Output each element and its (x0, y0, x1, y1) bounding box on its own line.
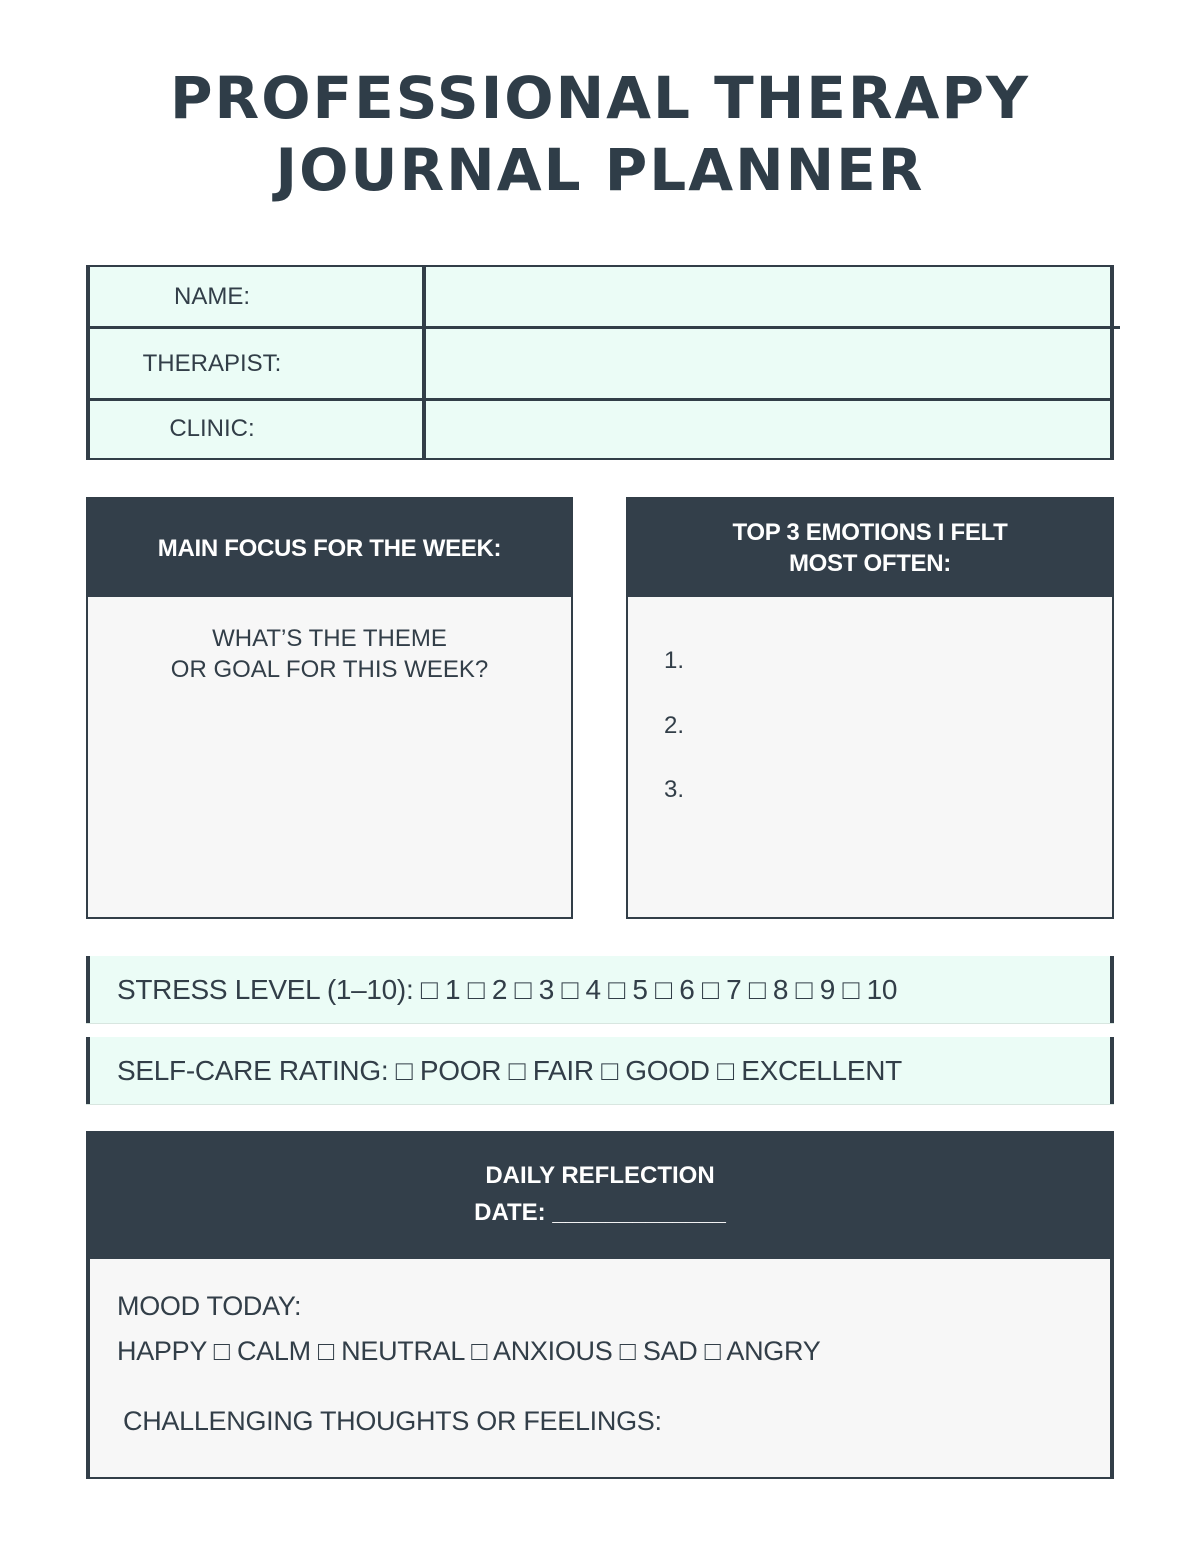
main-focus-panel (86, 497, 573, 919)
focus-prompt-line-2: OR GOAL FOR THIS WEEK? (170, 656, 489, 683)
emotion-item-3[interactable]: 3. (664, 776, 685, 803)
therapist-label: THERAPIST: (142, 350, 282, 377)
main-focus-heading (88, 499, 571, 597)
title-line-1: PROFESSIONAL THERAPY (170, 64, 1030, 132)
info-row-divider (90, 326, 1120, 329)
clinic-label: CLINIC: (169, 415, 255, 442)
main-focus-heading-text: MAIN FOCUS FOR THE WEEK: (157, 534, 502, 562)
info-column-divider (422, 267, 426, 458)
focus-prompt-line-1: WHAT’S THE THEME (212, 625, 447, 652)
info-table (86, 265, 1114, 460)
info-row-divider (86, 398, 1114, 401)
date-line[interactable]: DATE: _____________ (474, 1199, 726, 1226)
main-focus-area[interactable] (88, 623, 571, 685)
mood-options[interactable]: HAPPY □ CALM □ NEUTRAL □ ANXIOUS □ SAD □ ANGRY (117, 1336, 821, 1366)
daily-reflection-title: DAILY REFLECTION (485, 1162, 715, 1189)
mood-today-label: MOOD TODAY: (117, 1291, 302, 1321)
emotions-heading-line-2: MOST OFTEN: (788, 550, 951, 577)
name-label: NAME: (173, 283, 250, 310)
daily-reflection-heading (86, 1131, 1114, 1259)
daily-reflection-section (86, 1131, 1114, 1479)
top-emotions-heading (628, 499, 1112, 597)
stress-level-options[interactable]: STRESS LEVEL (1–10): □ 1 □ 2 □ 3 □ 4 □ 5 □ 6 □ 7 □ 8 □ 9 □ 10 (117, 974, 898, 1005)
emotion-item-2[interactable]: 2. (664, 712, 685, 739)
top-emotions-panel (626, 497, 1114, 919)
self-care-options[interactable]: SELF-CARE RATING: □ POOR □ FAIR □ GOOD □ EXCELLENT (117, 1055, 902, 1086)
emotion-item-1[interactable]: 1. (664, 647, 685, 674)
title-line-2: JOURNAL PLANNER (275, 136, 925, 204)
self-care-bar (86, 1037, 1114, 1105)
page-title (0, 62, 1200, 206)
challenging-thoughts-label: CHALLENGING THOUGHTS OR FEELINGS: (123, 1406, 662, 1436)
stress-level-bar (86, 956, 1114, 1024)
emotions-heading-line-1: TOP 3 EMOTIONS I FELT (732, 519, 1008, 546)
